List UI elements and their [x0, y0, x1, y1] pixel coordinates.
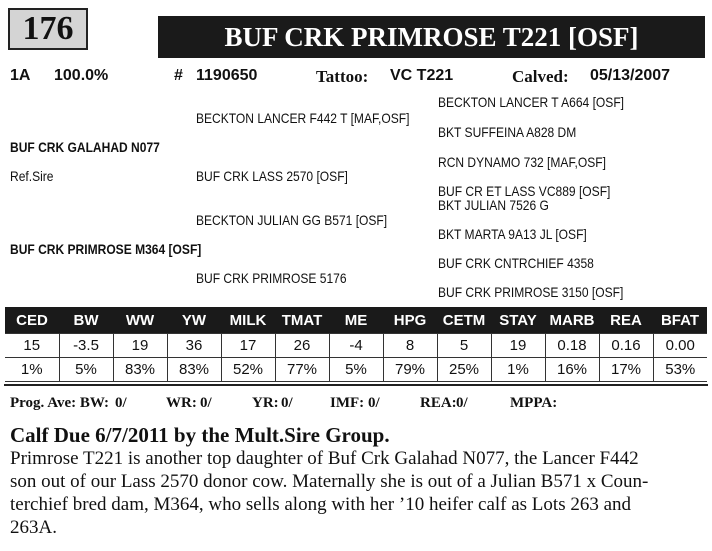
- epd-value: 19: [491, 334, 545, 358]
- prog-imf-value: 0/: [368, 395, 380, 411]
- calved-label: Calved:: [512, 67, 569, 86]
- epd-bottom-divider: [4, 384, 708, 386]
- epd-values-row: [5, 334, 707, 358]
- pedigree-dam-dam: BUF CRK PRIMROSE 5176: [196, 270, 347, 286]
- reg-label: #: [174, 67, 183, 84]
- epd-percentile: 17%: [599, 358, 653, 382]
- prog-imf-label: IMF:: [330, 395, 365, 411]
- notes-line: Primrose T221 is another top daughter of Buf Crk Galahad N077, the Lancer F442: [10, 448, 639, 469]
- pedigree-sss: BECKTON LANCER T A664 [OSF]: [438, 94, 625, 110]
- epd-percentile: 5%: [59, 358, 113, 382]
- prog-mppa-label: MPPA:: [510, 395, 558, 411]
- epd-percentile-row: [5, 358, 707, 382]
- pedigree-sds: RCN DYNAMO 732 [MAF,OSF]: [438, 154, 606, 170]
- tattoo-label: Tattoo:: [316, 67, 369, 86]
- prog-wr-value: 0/: [200, 395, 212, 411]
- epd-header: BW: [59, 307, 113, 334]
- prog-yr-label: YR:: [252, 395, 279, 411]
- epd-value: 8: [383, 334, 437, 358]
- epd-value: -4: [329, 334, 383, 358]
- pedigree-dss: BKT JULIAN 7526 G: [438, 197, 549, 213]
- epd-value: 36: [167, 334, 221, 358]
- pedigree-dam-sire: BECKTON JULIAN GG B571 [OSF]: [196, 212, 388, 228]
- epd-header: MARB: [545, 307, 599, 334]
- notes-line: 263A.: [10, 517, 57, 538]
- pedigree-dds: BUF CRK CNTRCHIEF 4358: [438, 255, 594, 271]
- epd-percentile: 83%: [113, 358, 167, 382]
- pedigree-dsd: BKT MARTA 9A13 JL [OSF]: [438, 226, 587, 242]
- epd-value: -3.5: [59, 334, 113, 358]
- epd-percentile: 52%: [221, 358, 275, 382]
- tattoo-value: VC T221: [390, 67, 454, 84]
- epd-header-row: [5, 307, 707, 334]
- prog-bw-label: Prog. Ave: BW:: [10, 395, 110, 411]
- epd-value: 0.18: [545, 334, 599, 358]
- epd-header: BFAT: [653, 307, 707, 334]
- pedigree-ssd: BKT SUFFEINA A828 DM: [438, 124, 577, 140]
- epd-percentile: 53%: [653, 358, 707, 382]
- epd-percentile: 83%: [167, 358, 221, 382]
- pedigree-sire-sire: BECKTON LANCER F442 T [MAF,OSF]: [196, 110, 410, 126]
- epd-header: TMAT: [275, 307, 329, 334]
- pedigree-ddd: BUF CRK PRIMROSE 3150 [OSF]: [438, 284, 624, 300]
- epd-value: 0.00: [653, 334, 707, 358]
- epd-percentile: 1%: [491, 358, 545, 382]
- epd-value: 26: [275, 334, 329, 358]
- epd-percentile: 5%: [329, 358, 383, 382]
- lot-code: 1A: [10, 67, 31, 84]
- epd-value: 15: [5, 334, 59, 358]
- lot-notes: [10, 447, 710, 539]
- pedigree-sire-dam: BUF CRK LASS 2570 [OSF]: [196, 168, 348, 184]
- percent-value: 100.0%: [54, 67, 109, 84]
- pedigree-sire-note: Ref.Sire: [10, 168, 54, 184]
- epd-percentile: 1%: [5, 358, 59, 382]
- epd-percentile: 77%: [275, 358, 329, 382]
- epd-header: WW: [113, 307, 167, 334]
- lot-number: 176: [8, 8, 88, 50]
- pedigree-dam: BUF CRK PRIMROSE M364 [OSF]: [10, 241, 202, 257]
- epd-percentile: 25%: [437, 358, 491, 382]
- prog-rea-label: REA:: [420, 395, 457, 411]
- epd-percentile: 79%: [383, 358, 437, 382]
- animal-name: BUF CRK PRIMROSE T221 [OSF]: [158, 16, 705, 58]
- epd-header: MILK: [221, 307, 275, 334]
- epd-header: STAY: [491, 307, 545, 334]
- notes-line: terchief bred dam, M364, who sells along with her ’10 heifer calf as Lots 263 and: [10, 494, 632, 515]
- epd-value: 17: [221, 334, 275, 358]
- epd-header: ME: [329, 307, 383, 334]
- epd-header: CED: [5, 307, 59, 334]
- epd-value: 0.16: [599, 334, 653, 358]
- reg-number: 1190650: [196, 67, 258, 84]
- epd-value: 19: [113, 334, 167, 358]
- epd-header: HPG: [383, 307, 437, 334]
- notes-line: son out of our Lass 2570 donor cow. Maternally she is out of a Julian B571 x Coun-: [10, 471, 649, 492]
- epd-header: YW: [167, 307, 221, 334]
- calved-value: 05/13/2007: [590, 67, 671, 84]
- pedigree-sdd: BUF CR ET LASS VC889 [OSF]: [438, 183, 611, 199]
- prog-yr-value: 0/: [281, 395, 293, 411]
- prog-bw-value: 0/: [115, 395, 127, 411]
- epd-percentile: 16%: [545, 358, 599, 382]
- prog-wr-label: WR:: [166, 395, 197, 411]
- epd-value: 5: [437, 334, 491, 358]
- pedigree-sire: BUF CRK GALAHAD N077: [10, 139, 160, 155]
- epd-table: [5, 307, 707, 382]
- calf-due: Calf Due 6/7/2011 by the Mult.Sire Group.: [10, 423, 390, 447]
- prog-rea-value: 0/: [456, 395, 468, 411]
- epd-header: REA: [599, 307, 653, 334]
- epd-header: CETM: [437, 307, 491, 334]
